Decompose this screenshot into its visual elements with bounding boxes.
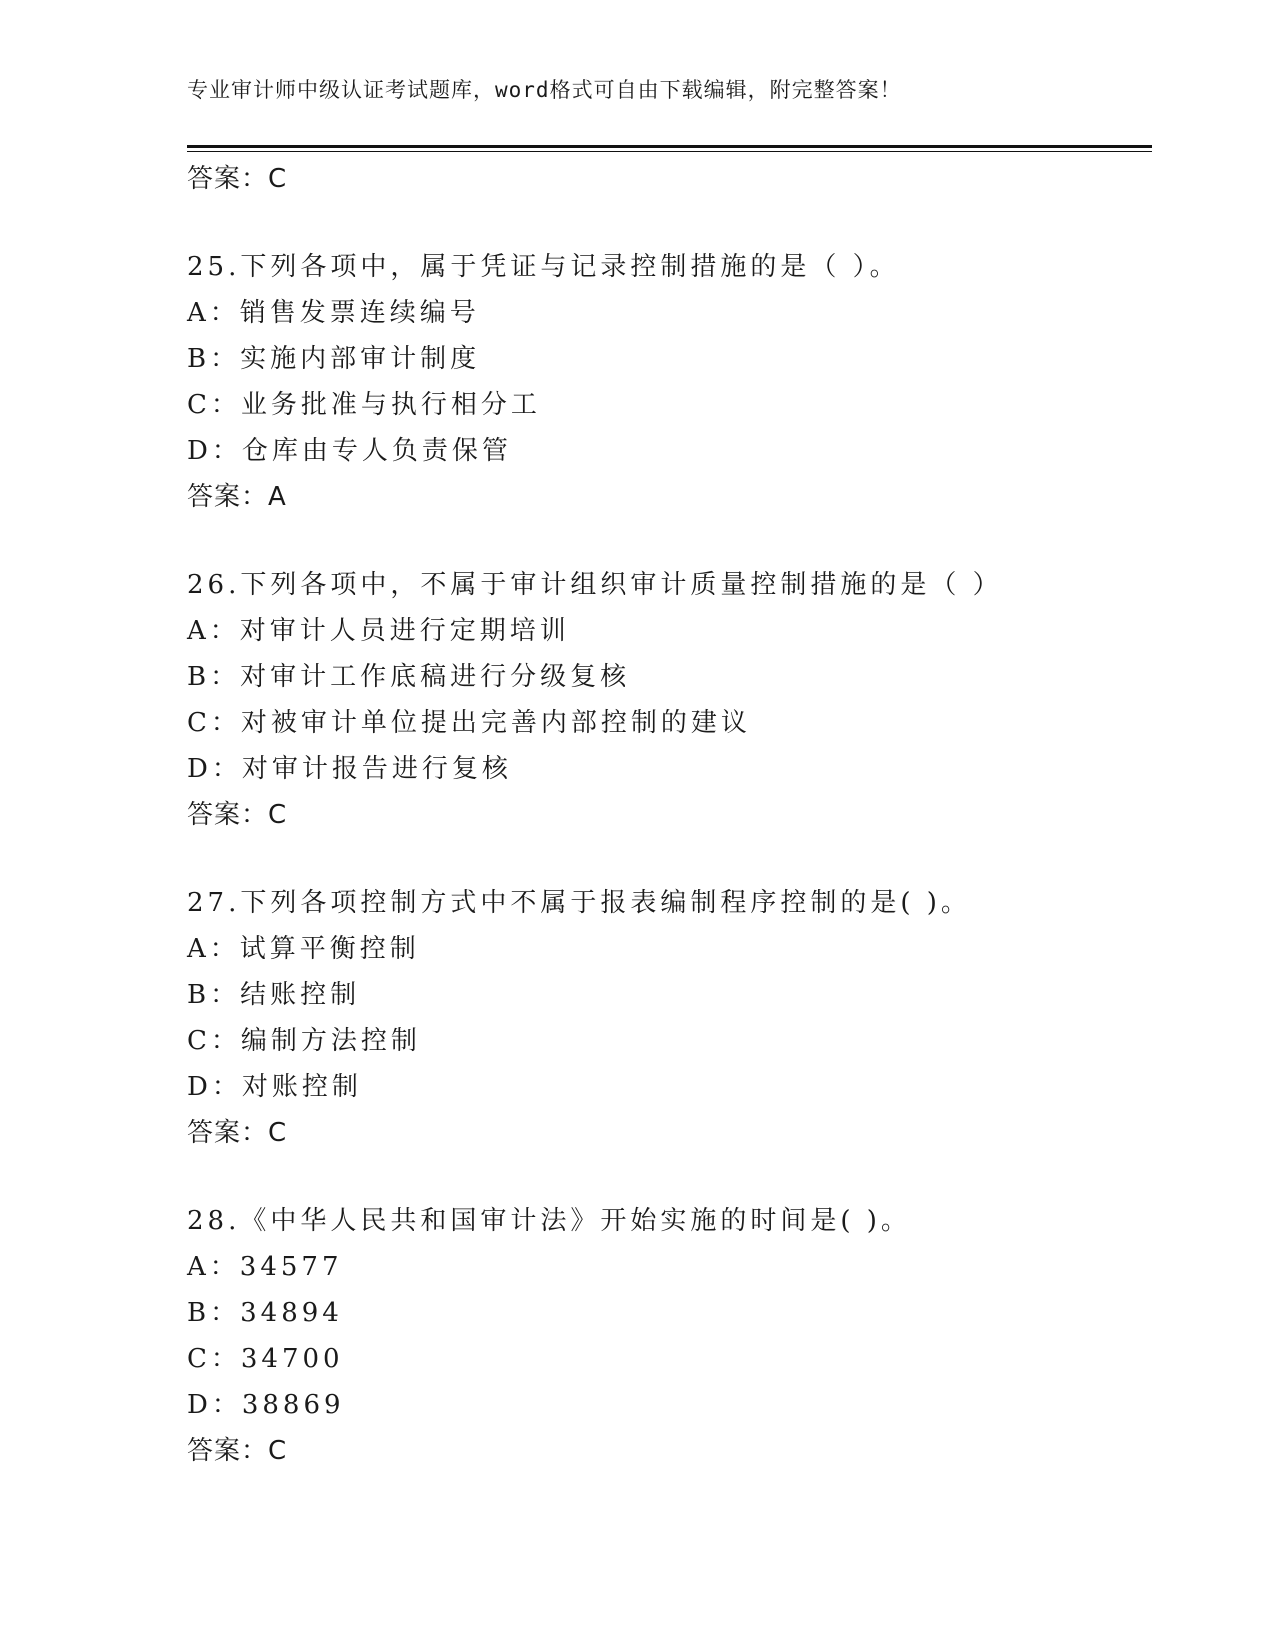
previous-answer: 答案：C [187,164,288,194]
option-a: A：对审计人员进行定期培训 [187,616,570,646]
option-d: D：对账控制 [187,1072,362,1102]
answer-line: 答案：C [187,1118,288,1148]
question-stem: 26.下列各项中，不属于审计组织审计质量控制措施的是（ ） [187,570,1003,600]
question-list [187,156,1152,1474]
header-rule-thick [187,145,1152,148]
option-c: C：34700 [187,1344,344,1374]
option-b: B：对审计工作底稿进行分级复核 [187,662,631,692]
question-25 [187,244,1152,520]
page-header: 专业审计师中级认证考试题库，word格式可自由下载编辑，附完整答案！ [187,78,902,102]
question-stem: 25.下列各项中，属于凭证与记录控制措施的是（ ）。 [187,252,900,282]
option-b: B：实施内部审计制度 [187,344,481,374]
option-a: A：销售发票连续编号 [187,298,480,328]
question-26 [187,562,1152,838]
spacer [187,1156,1152,1198]
option-c: C：编制方法控制 [187,1026,421,1056]
option-a: A：试算平衡控制 [187,934,420,964]
answer-line: 答案：A [187,482,287,512]
option-d: D：38869 [187,1390,345,1420]
option-b: B：34894 [187,1298,343,1328]
question-28 [187,1198,1152,1474]
question-27 [187,880,1152,1156]
header-rule-thin [187,151,1152,152]
option-d: D：对审计报告进行复核 [187,754,512,784]
spacer [187,520,1152,562]
option-b: B：结账控制 [187,980,361,1010]
option-d: D：仓库由专人负责保管 [187,436,512,466]
option-c: C：业务批准与执行相分工 [187,390,541,420]
option-a: A：34577 [187,1252,343,1282]
answer-line: 答案：C [187,1436,288,1466]
spacer [187,838,1152,880]
answer-line: 答案：C [187,800,288,830]
question-stem: 27.下列各项控制方式中不属于报表编制程序控制的是( )。 [187,888,971,918]
question-stem: 28.《中华人民共和国审计法》开始实施的时间是( )。 [187,1206,911,1236]
spacer [187,202,1152,244]
option-c: C：对被审计单位提出完善内部控制的建议 [187,708,751,738]
